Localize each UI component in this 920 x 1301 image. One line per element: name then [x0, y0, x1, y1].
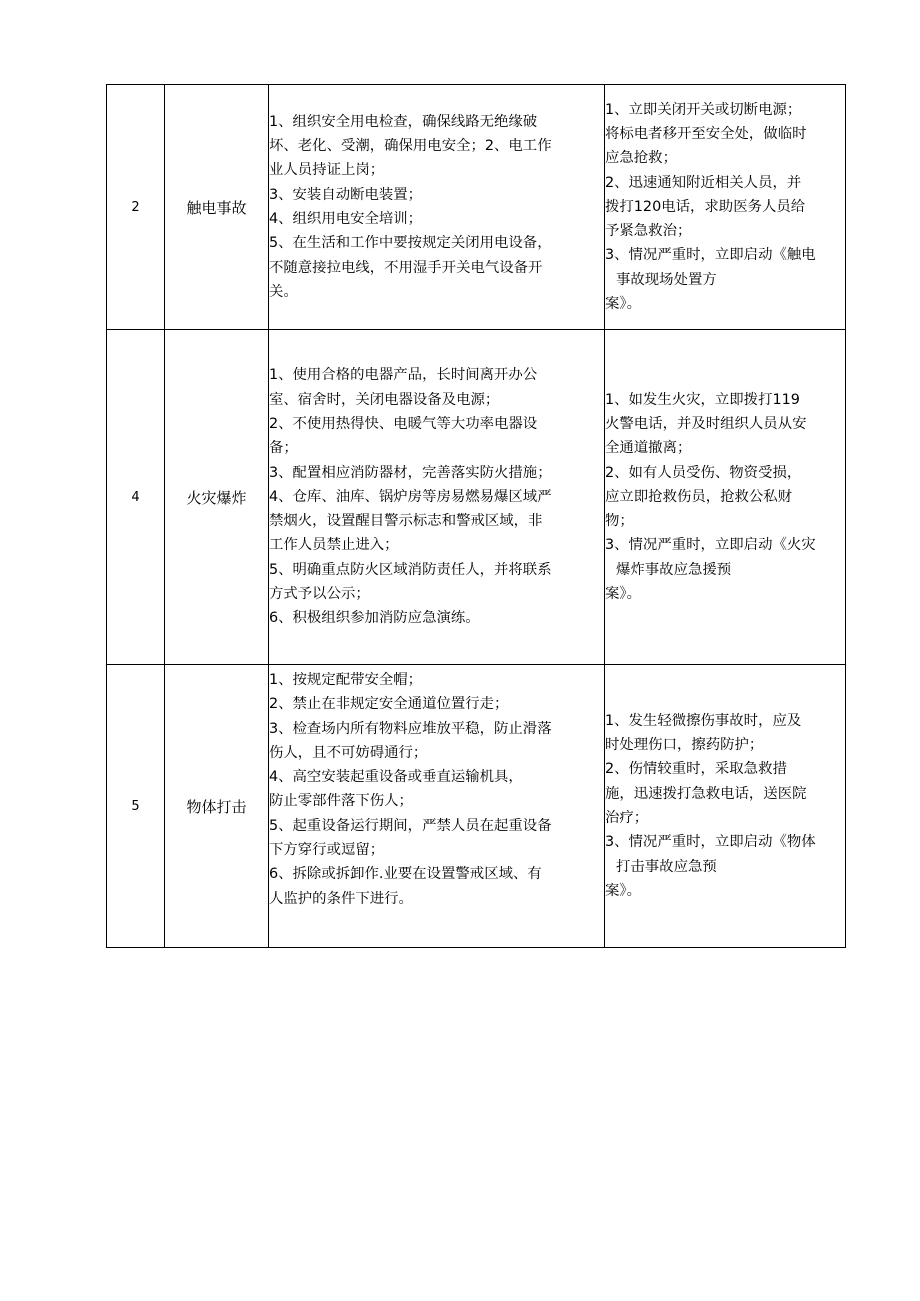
response-line: 将标电者移开至安全处，做临时 [605, 125, 807, 142]
response-line: 物； [605, 513, 634, 530]
table-row [107, 665, 846, 948]
measure-line: 1、使用合格的电器产品，长时间离开办公 [269, 367, 538, 384]
row-number: 4 [107, 330, 165, 665]
emergency-response [605, 665, 846, 948]
measures-clip [269, 665, 604, 947]
emergency-response [605, 330, 846, 665]
response-line: 2、迅速通知附近相关人员，并 [605, 174, 802, 191]
measure-line: 1、组织安全用电检查，确保线路无绝缘破 [269, 113, 538, 130]
measure-line: 6、积极组织参加消防应急演练。 [269, 610, 480, 627]
response-line: 全通道撤离； [605, 440, 692, 457]
measure-line: 3、安装自动断电装置； [269, 186, 423, 203]
response-line: 1、发生轻微擦伤事故时，应及 [605, 712, 802, 729]
response-line: 3、情况严重时，立即启动《火灾 [605, 537, 816, 554]
response-line: 案》。 [605, 296, 641, 313]
measure-line: 备； [269, 440, 298, 457]
prevention-measures [269, 85, 605, 330]
response-line: 爆炸事故应急援预 [616, 561, 732, 578]
measure-line: 5、在生活和工作中要按规定关闭用电设备， [269, 235, 552, 252]
measure-line: 6、拆除或拆卸作.业要在设置警戒区域、有 [269, 866, 542, 883]
measure-line: 3、配置相应消防器材，完善落实防火措施； [269, 464, 552, 481]
measure-line: 4、组织用电安全培训； [269, 211, 423, 227]
response-line: 案》。 [605, 882, 641, 899]
response-line: 1、立即关闭开关或切断电源； [605, 101, 802, 118]
hazard-control-table [106, 84, 846, 948]
measure-line: 人监护的条件下进行。 [269, 890, 413, 907]
measure-line: 伤人，且不可妨碍通行； [269, 744, 428, 761]
table-row [107, 85, 846, 330]
measure-line: 下方穿行或逗留； [269, 842, 385, 859]
response-line: 应急抢救； [605, 150, 677, 167]
measure-line: 室、宿舍时，关闭电器设备及电源； [269, 391, 500, 408]
hazard-type: 物体打击 [165, 665, 269, 948]
measure-line: 关。 [269, 283, 298, 300]
measure-line: 业人员持证上岗； [269, 162, 385, 179]
response-line: 时处理伤口，擦药防护； [605, 737, 764, 754]
row-number: 2 [107, 85, 165, 330]
response-line: 3、情况严重时，立即启动《物体 [605, 834, 816, 851]
measure-line: 4、高空安装起重设备或垂直运输机具， [269, 769, 523, 786]
response-line: 3、情况严重时，立即启动《触电 [605, 247, 816, 264]
measure-line: 3、检查场内所有物料应堆放平稳，防止滑落 [269, 720, 552, 737]
emergency-response [605, 85, 846, 330]
response-line: 治疗； [605, 810, 649, 826]
measure-line: 5、起重设备运行期间，严禁人员在起重设备 [269, 817, 552, 834]
response-line: 打击事故应急预 [616, 858, 717, 875]
measure-line: 方式予以公示； [269, 586, 370, 603]
response-line: 予紧急救治； [605, 223, 692, 240]
measure-line: 坏、老化、受潮，确保用电安全；2、电工作 [269, 138, 552, 155]
table-row [107, 330, 846, 665]
measure-line: 不随意接拉电线，不用湿手开关电气设备开 [269, 259, 543, 276]
response-line: 1、如发生火灾，立即拨打119 [605, 391, 800, 408]
measure-line: 禁烟火，设置醒目警示标志和警戒区域，非 [269, 513, 543, 530]
response-line: 2、伤情较重时，采取急救措 [605, 761, 787, 778]
row-number: 5 [107, 665, 165, 948]
response-line: 2、如有人员受伤、物资受损， [605, 464, 802, 481]
response-line: 应立即抢救伤员，抢救公私财 [605, 488, 793, 505]
measure-line: 4、仓库、油库、锅炉房等房易燃易爆区域严 [269, 488, 552, 505]
measure-line: 5、明确重点防火区域消防责任人，并将联系 [269, 561, 552, 578]
measure-line: 1、按规定配带安全帽； [269, 672, 423, 688]
measure-line: 工作人员禁止进入； [269, 537, 399, 554]
measure-line: 2、不使用热得快、电暖气等大功率电器设 [269, 415, 538, 432]
response-line: 施，迅速拨打急救电话，送医院 [605, 785, 807, 802]
measure-line: 防止零部件落下伤人； [269, 793, 413, 810]
response-line: 火警电话，并及时组织人员从安 [605, 415, 807, 432]
hazard-type: 触电事故 [165, 85, 269, 330]
response-line: 案》。 [605, 586, 641, 603]
prevention-measures [269, 665, 605, 948]
hazard-type: 火灾爆炸 [165, 330, 269, 665]
measure-line: 2、禁止在非规定安全通道位置行走； [269, 696, 509, 713]
prevention-measures [269, 330, 605, 665]
response-line: 事故现场处置方 [616, 271, 717, 288]
response-line: 拨打120电话，求助医务人员给 [605, 198, 806, 215]
